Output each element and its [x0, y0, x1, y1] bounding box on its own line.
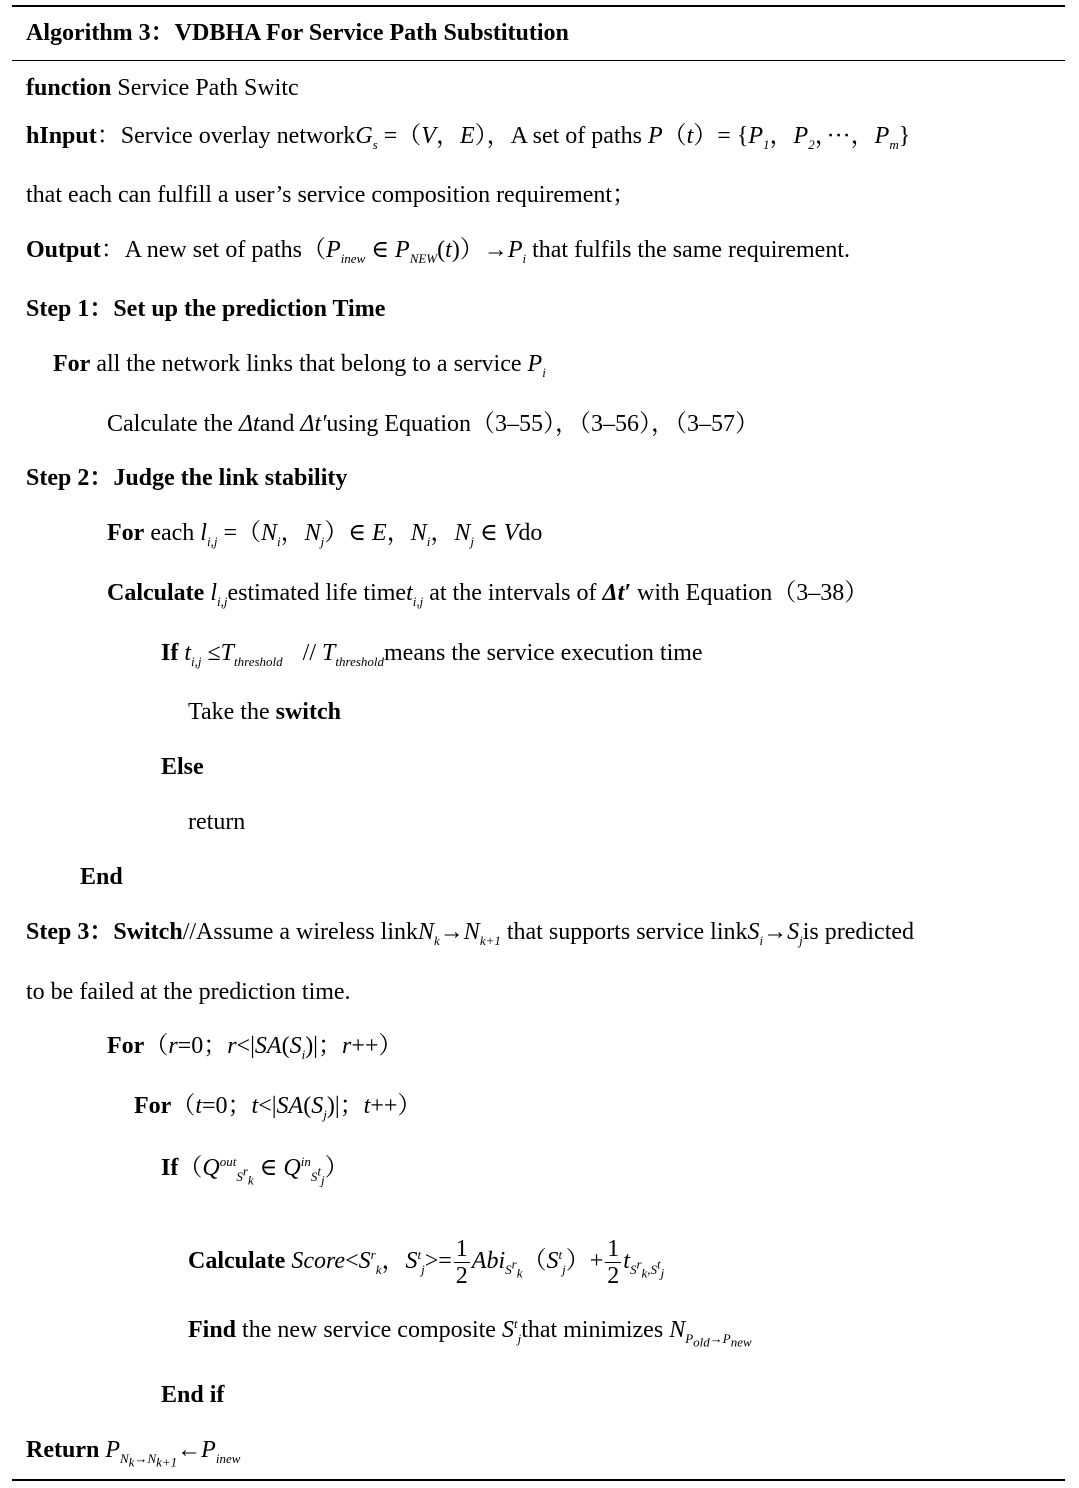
take-switch: Take the switch — [188, 699, 341, 725]
step2-for: For each $l_{i,j} =(N_i$，$N_j)\in$ E，$N_i$，$N_j$ ∈ Vdo — [107, 520, 543, 549]
step3-line-2: to be failed at the prediction time. — [26, 979, 351, 1005]
step2-calculate: Calculate $l_{i,j}estimated$ life timet$_{i,j}$ at the intervals of Δt′ with Equation（3–38） — [107, 580, 869, 609]
top-rule — [12, 5, 1065, 7]
input-line: hInput：Service overlay networkG$_s$ =（V，E），A set of paths $P(t)= \{P_1$，$P_2$，···，$P_m$} — [26, 123, 911, 152]
for-r-loop: For（r=0；$r<|SA(S_i)|$；r++） — [107, 1033, 403, 1062]
step2-if: If $t_{i,j} \le T_{threshold}$ // $T_{threshold}means$ the service execution time — [161, 640, 703, 669]
else-keyword: Else — [161, 754, 204, 780]
step1-heading: Step 1：Set up the prediction Time — [26, 296, 386, 322]
title-rule — [12, 60, 1065, 61]
calculate-score: Calculate $Score<S^r_k$，$S^t_j>=$ $\frac{1}{2}$ $Abi_{S^r_k}(S^t_j)+$ $\frac{1}{2}$ $t_{S^r_k,S^t_j}$ — [188, 1236, 665, 1289]
step1-calculate: Calculate the Δtand Δt′using Equation（3–55），（3–56），（3–57） — [107, 411, 760, 437]
step3-heading: Step 3：Switch//Assume a wireless $linkN_k\to N_{k+1}$ that supports service $linkS_i\to S_jis$ predicted — [26, 919, 915, 948]
end-if-keyword: End if — [161, 1382, 225, 1408]
find-line: Find the new service composite $S^t_jthat$ minimizes $N_{P_{old}\to P_{new}}$ — [188, 1316, 752, 1350]
algorithm-title: Algorithm 3：VDBHA For Service Path Substitution — [26, 20, 569, 46]
output-line: Output：A new set of $paths(P_{inew}$ ∈ $P_{NEW}(t))\to P_i$ that fulfils the same requirement. — [26, 237, 851, 266]
bottom-rule — [12, 1479, 1065, 1481]
step1-for: For all the network links that belong to a service $P_i$ — [53, 351, 546, 380]
return-text: return — [188, 809, 246, 835]
step2-heading: Step 2：Judge the link stability — [26, 465, 348, 491]
for-t-loop: For（t=0；$t<|SA(S_j)|$；t++） — [134, 1093, 422, 1122]
input-line-2: that each can fulfill a user’s service composition requirement； — [26, 182, 637, 208]
function-line: function Service Path Switc — [26, 75, 299, 101]
end-keyword: End — [80, 864, 123, 890]
if-qos: $If(Q^{out}_{S^r_k}$ ∈ $Q^{in}_{S^t_j}$） — [161, 1154, 349, 1188]
return-line: Return $P_{N_k\to N_{k+1}}\leftarrow P_{inew}$ — [26, 1437, 241, 1470]
